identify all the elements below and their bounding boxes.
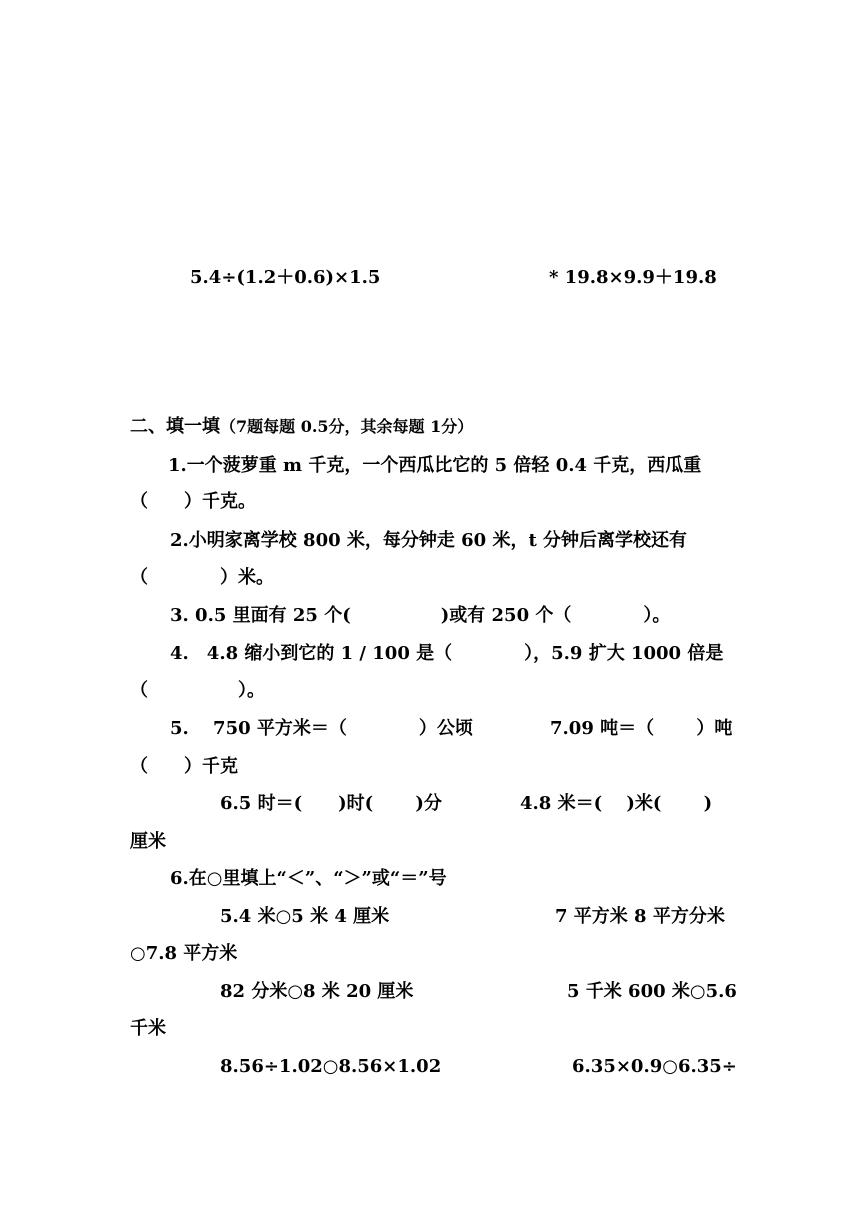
question-5-line-4: 厘米 xyxy=(130,831,166,852)
section-title: 二、填一填 xyxy=(130,416,220,437)
calc-expression-right: * 19.8×9.9＋19.8 xyxy=(549,267,717,288)
question-6: 6.在○里填上“＜”、“＞”或“＝”号 xyxy=(170,868,447,889)
question-4-line-2: （ ）。 xyxy=(130,680,265,701)
question-1-line-2: （ ）千克。 xyxy=(130,491,256,512)
question-6-row-3-left: 8.56÷1.02○8.56×1.02 xyxy=(220,1056,442,1077)
question-5-line-1-right: 7.09 吨＝（ ）吨 xyxy=(550,718,733,739)
question-5-line-3-right: 4.8 米＝( )米( ) xyxy=(520,793,713,814)
question-2-line-1: 2.小明家离学校 800 米，每分钟走 60 米，t 分钟后离学校还有 xyxy=(170,530,688,551)
calc-expression-left: 5.4÷(1.2＋0.6)×1.5 xyxy=(190,267,381,288)
section-score-note: （7题每题 0.5分，其余每题 1分） xyxy=(220,417,474,436)
question-6-row-2-right: 5 千米 600 米○5.6 xyxy=(567,981,737,1002)
question-5-line-3-left: 6.5 时＝( )时( )分 xyxy=(220,793,442,814)
question-4-line-1: 4. 4.8 缩小到它的 1 / 100 是（ ），5.9 扩大 1000 倍是 xyxy=(170,643,724,664)
question-3: 3. 0.5 里面有 25 个( )或有 250 个（ ）。 xyxy=(170,605,671,626)
section-heading xyxy=(130,415,473,439)
question-5-line-1-left: 5. 750 平方米＝（ ）公顷 xyxy=(170,718,473,739)
question-5-line-2: （ ）千克 xyxy=(130,756,238,777)
question-1-line-1: 1.一个菠萝重 m 千克，一个西瓜比它的 5 倍轻 0.4 千克，西瓜重 xyxy=(168,455,702,476)
question-6-row-1-right: 7 平方米 8 平方分米 xyxy=(555,906,725,927)
question-6-row-1-left: 5.4 米○5 米 4 厘米 xyxy=(220,906,390,927)
question-6-row-3-right: 6.35×0.9○6.35÷ xyxy=(572,1056,737,1077)
question-6-row-2-continuation: 千米 xyxy=(130,1018,166,1039)
question-6-row-2-left: 82 分米○8 米 20 厘米 xyxy=(220,981,414,1002)
question-6-row-1-continuation: ○7.8 平方米 xyxy=(130,943,238,964)
question-2-line-2: （ ）米。 xyxy=(130,567,274,588)
